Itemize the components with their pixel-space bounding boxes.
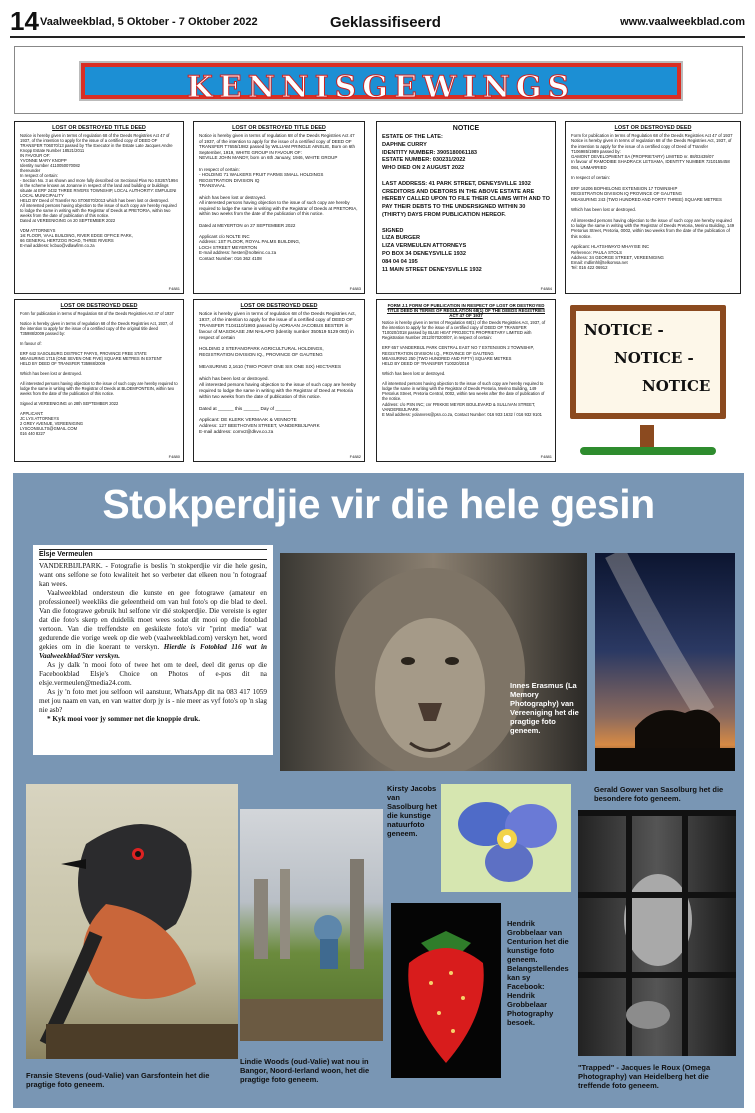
banner-title: KENNISGEWINGS [186, 70, 576, 105]
notice-code: F4883 [349, 286, 361, 291]
notice-body: Notice is hereby given in terms of regulation 68 of the Deeds Registries Act 47 of 1937, of the intention to apply for the issue of a certified copy of DEED OF TRANSFER T7655/1982 passed by WILLIAM PRINGLE AINSLIE, Born on 6th September, 1919, WHITE GROUP IN FAVOUR OF: NEVILLE JOHN MANDY, born on 6th January, 1946, WHITE GROUP In respect of certain: - HOLDING 71 WALKERS FRUIT FARMS SMALL HOLDINGS REGISTRATION DIVISION IQ TRANSVAAL which has been lost or destroyed. All interested persons having objection to the issue of such copy are hereby required to lodge the same in writing with the Registrar of Deeds at PRETORIA, within two weeks from the date of the publication of this notice. Dated at MEYERTON on 27 SEPTEMBER 2022 Applicant c/o NOLTE INC Address: 1ST FLOOR, ROYAL PALMS BUILDING, LOCH STREET MEYERTON E-mail address: hester@nolteinc.co.za Contact Number: 016 362 4108 [199, 133, 358, 262]
article-paragraph: As jy 'n foto met jou selfoon wil aanstuur, WhatsApp dit na 083 417 1059 met jou naam en van, en van watter dorp jy is - nie meer as vyf foto's op 'n slag nie asb? [39, 688, 267, 714]
notice-code: F4880 [168, 454, 180, 459]
bird-image [26, 784, 238, 1059]
notice-title: LOST OR DESTROYED DEED [614, 125, 692, 131]
notice-code: F4882 [349, 454, 361, 459]
notice-sign-graphic [560, 301, 738, 457]
notice-box [14, 299, 184, 462]
page-number: 14 [10, 6, 39, 36]
stones-caption: Lindie Woods (oud-Valie) wat nou in Bangor, Noord-Ierland woon, het die pragtige foto geneem. [240, 1057, 370, 1084]
hendrik-caption: Hendrik Grobbelaar van Centurion het die kunstige foto geneem. Belangstellendes kan sy Facebook: Hendrik Grobbelaar Photography besoek. [507, 919, 569, 1027]
kennisgewings-banner [14, 46, 743, 114]
notice-body: Notice is hereby given in terms of regulation 68 of the Deeds Registries Act 47 of 1937, of the intention to apply for the issue of a certified copy of DEED OF TRANSFER T06070/13 passed by The Executor in the Estate Late Jacques Andre Knopp Estate Number 18521/2011 IN FAVOUR OF: YVONNE MARY KNOPP Identity number 4110050070082 thereunder In respect of certain: - Section No. 3 as shown and more fully described on Sectional Plan No SS267/1994 in the scheme known as Jonanne in respect of the land and building or buildings situate at ERF 2432 THREE RIVERS TOWNSHIP, LOCAL AUTHORITY: EMFULENI LOCAL MUNICIPALITY HELD BY Deed of Transfer No ST06070/2013 which has been lost or destroyed. All interested persons having objection to the issue of such copy are hereby required to lodge the same in writing with the Registrar of Deeds at PRETORIA, within two weeks from the date of publication of this notice. Dated at VEREENIGING on 20 SEPTEMBER 2022 VDM ATTORNEYS 1st FLOOR, VAAL BUILDING, RIVER EDGE OFFICE PARK, 66 GENERAL HERTZOG ROAD, THREE RIVERS E-mail address: kcbuo@vdlawfirm.co.za [20, 133, 178, 248]
notice-code: F4881 [168, 286, 180, 291]
milky-way-photo [595, 553, 735, 771]
notice-code: F4884 [540, 286, 552, 291]
article-paragraph: VANDERBIJLPARK. - Fotografie is beslis 'n stokperdjie vir die hele gesin, want ons selfone se foto kwaliteit het so verbeter dat elkeen nou 'n fotograaf kan wees. [39, 562, 267, 588]
notice-body: Form for publication in terms of Regulation 68 of the Deeds Registries Act 47 of 1937 Notice is hereby given in terms of regulation 68 of the Deeds Registries Act, 1937, of the intention to apply for the issue of a certified copy of the original title deed T35988/2009 passed by: In favour of: ERF 642 SASOLBURG DISTRICT PARYS, PROVINCE FREE STATE MEASURING 1715 (ONE SEVEN ONE FIVE) SQUARE METRES IN EXTENT HELD BY DEED OF TRANSFER T35988/2009 Which has been lost or destroyed. All interested persons having objection to the issue of such copy are hereby required to lodge the same in writing with the Registrar of Deeds at BLOEMFONTEIN, within two weeks from the date of the publication of this notice. Signed at VEREENIGING on 28th SEPTEMBER 2022 APPLICANT: JC LYS ATTORNEYS 2 GREY AVENUE, VEREENIGING LYSCONSULTS@GMAIL.COM 016 440 8227 [20, 311, 178, 436]
stones-image [240, 809, 383, 1041]
notice-title: LOST OR DESTROYED TITLE DEED [52, 125, 146, 131]
sign-board [570, 305, 726, 419]
lion-caption: Innes Erasmus (La Memory Photography) van Vereeniging het die pragtige foto geneem. [510, 681, 579, 735]
notice-title: FORM J.1 FORM OF PUBLICATION IN RESPECT OF LOST OR DESTROYED TITLE DEED IN TERMS OF REGULATION 68(1) OF THE DEEDS REGISTRIES ACT 47 OF 1937 [387, 303, 545, 318]
article-paragraph: Vaalweekblad ondersteun die kunste en gee fotograwe (amateur en professioneel) weekliks die geleentheid om van hul foto's op die blad te deel. Van die fotograwe gebruik hul selfone vir dié stokperdjie. Die vereiste is egter dat die foto's skerp en duidelik moet wees sodat dit mooi op die fotoblad vertoon. Van die treffendste en geskikste foto's vir "print media" wat gedurende die vorige week op die web (vaalweekblad.com) verskyn het, word gekies om in die koerant te verskyn. Hierdie is Fotoblad 116 wat in Vaalweekblad/Ster verskyn. [39, 589, 267, 660]
notice-box [376, 299, 556, 462]
milky-way-image [595, 553, 735, 771]
notice-title: LOST OR DESTROYED DEED [240, 303, 318, 309]
website-link[interactable]: www.vaalweekblad.com [620, 16, 745, 28]
paper-date: Vaalweekblad, 5 Oktober - 7 Oktober 2022 [40, 16, 258, 28]
trapped-photo [578, 810, 736, 1056]
notice-box [193, 299, 365, 462]
section-title: Geklassifiseerd [330, 14, 441, 31]
notice-title: LOST OR DESTROYED DEED [60, 303, 138, 309]
article-closing: * Kyk mooi voor jy sommer net die knoppie druk. [47, 715, 201, 723]
feature-article [33, 545, 273, 755]
flower-image [441, 784, 571, 892]
tree-caption: Gerald Gower van Sasolburg het die besondere foto geneem. [594, 785, 724, 803]
banner-frame [79, 61, 683, 105]
article-highlight: Hierdie is Fotoblad 116 wat in Vaalweekblad/Ster verskyn. [39, 643, 267, 660]
sign-grass [580, 447, 716, 455]
trapped-caption: "Trapped" - Jacques le Roux (Omega Photography) van Heidelberg het die treffende foto geneem. [578, 1063, 711, 1090]
kirsty-caption: Kirsty Jacobs van Sasolburg het die kunstige natuurfoto geneem. [387, 784, 438, 838]
author-byline: Elsje Vermeulen [39, 549, 267, 560]
strawberry-image [391, 903, 501, 1078]
notice-body: ESTATE OF THE LATE: DAPHNE CURRY IDENTITY NUMBER: 3905180061183 ESTATE NUMBER: 030231/2022 WHO DIED ON 2 AUGUST 2022 LAST ADDRESS: 41 PARK STREET, DENEYSVILLE 1932 CREDITORS AND DEBTORS IN THE ABOVE ESTATE ARE HEREBY CALLED UPON TO FILE THEIR CLAIMS WITH AND TO PAY THEIR DEBTS TO THE UNDERSIGNED WITHIN 30 (THIRTY) DAYS FROM PUBLICATION HEREOF. SIGNED LIZA BURGER LIZA VERMEULEN ATTORNEYS PO BOX 34 DENEYSVILLE 1932 084 04 04 195 11 MAIN STREET DENEYSVILLE 1932 [382, 134, 550, 273]
sign-word: NOTICE [642, 377, 711, 395]
lion-image [280, 553, 587, 771]
feature-headline: Stokperdjie vir die hele gesin [102, 481, 655, 527]
notice-title: NOTICE [452, 125, 480, 132]
notice-body: Notice is hereby given in terms of Regulation 68(1) of the Deeds Registries Act, 1937, of the intention to apply for the issue of a certified copy of DEED OF TRANSFER T10020/2018 passed by BLUE HEAT PROJECTS PROPRIETARY LIMITED with Registration Number 2012/070200/07, in respect of certain: ERF 657 VANDERBIJL PARK CENTRAL EAST NO 7 EXTENSION 2 TOWNSHIP, REGISTRATION DIVISION I.Q., PROVINCE OF GAUTENG MEASURING 250 (TWO HUNDRED AND FIFTY) SQUARE METRES HELD BY DEED OF TRANSFER T10020/2018 Which has been lost or destroyed. All interested persons having objection to the issue of such copy are hereby required to lodge the same in writing with the Registrar of Deeds Pretoria, Merino Building, 149 Pretorius Street, Pretoria Central, 0002, within two weeks after the date of publication of the notice. Address: c/o PSN INC; cnr FRIKKIE MEYER BOULEVARD & SULLIVAN STREET, VANDERBIJLPARK E Mail address: yolanvres@psn.co.za, Contact Number: 016 933 1632 / 016 932 9101 [382, 320, 546, 417]
notice-box [14, 121, 184, 294]
lion-photo [280, 553, 587, 771]
sign-word: NOTICE - [584, 321, 664, 339]
notice-body: Notice is hereby given in terms of regulation 68 of the Deeds Registries Act, 1937, of the intention to apply for the issue of a certified copy of DEED OF TRANSFER T104110/1993 passed by ADRIAAN JACOBUS BESTER in favour of MASOKASE JIM NHLAPO (Identity number 350519 5129 083) in respect of certain HOLDING 2 STEFANOPARK AGRICULTURAL HOLDINGS, REGISTRATION DIVISION IQ., PROVINCE OF GAUTENG MEASURING 2,1610 (TWO POINT ONE SIX ONE SIX) HECTARES which has been lost or destroyed. All interested persons having objection to the issue of such copy are hereby required to lodge the same in writing with the Registrar of Deed at Pretoria within two weeks from the date of publication of this notice. Dated at ______ this ______ Day of ______ Applicant: DE KLERK VERMAAK & VENNOTE Address: 127 BEETHOVEN STREET, VANDERBIJLPARK E-mail address: comv2@dkvv.co.za [199, 311, 356, 435]
article-paragraph: As jy dalk 'n mooi foto of twee het om te deel, deel dit gerus op die Facebookblad Elsje's Choice on Photos of e-pos dit na elsje.vermeulen@media24.com. [39, 661, 267, 687]
article-body [39, 562, 267, 724]
notice-box [376, 121, 556, 294]
notice-box [565, 121, 741, 294]
notice-body: Form for publication in terms of Regulation 68 of the Deeds Registries Act 47 of 1937 Notice is hereby given in terms of regulation 68 of the Deeds Registries Act, 1937, of the intention to apply for the issue of a certified copy of Deed of Transfer T106985/1989 passed by: GAMONT DEVELOPMENT SA (PROPRIETARY) LIMITED nr. 88/03439/07 In favour of RAMODIBE SHADRACK LETSAMA, IDENTITY NUMBER 7210155458 084, UNMARRIED In respect of certain: ERF 16206 BOPHELONG EXTENSION 17 TOWNSHIP REGISTRATION DIVISION IQ PROVINCE OF GAUTENG MEASURING 243 (TWO HUNDRED AND FORTY THREE) SQUARE METRES Which has been lost or destroyed. All interested persons having objection to the issue of such copy are hereby required to lodge the same in writing with the Registrar of Deeds Pretoria, Merino Building, 149 Pretorius Street, Pretoria, 0002, within two weeks from the date of the publication of this notice. Applicant: HLATSHWAYO MHAYISE INC Reference: PAULA STOLS Address: 34 GEORGE STREET, VEREENIGING Email: mdlimhl@telkomsa.net Tel: 016 422 06912 [571, 133, 735, 271]
notice-code: F4881 [540, 454, 552, 459]
sign-word: NOTICE - [614, 349, 694, 367]
notice-title: LOST OR DESTROYED TITLE DEED [232, 125, 326, 131]
photo-feature [13, 473, 744, 1108]
trapped-image [578, 810, 736, 1056]
page-header [10, 8, 745, 38]
strawberry-photo [391, 903, 501, 1078]
bird-caption: Fransie Stevens (oud-Valie) van Garsfontein het die pragtige foto geneem. [26, 1071, 210, 1089]
bird-photo [26, 784, 238, 1059]
stones-photo [240, 809, 383, 1041]
notice-box [193, 121, 365, 294]
flower-photo [441, 784, 571, 892]
